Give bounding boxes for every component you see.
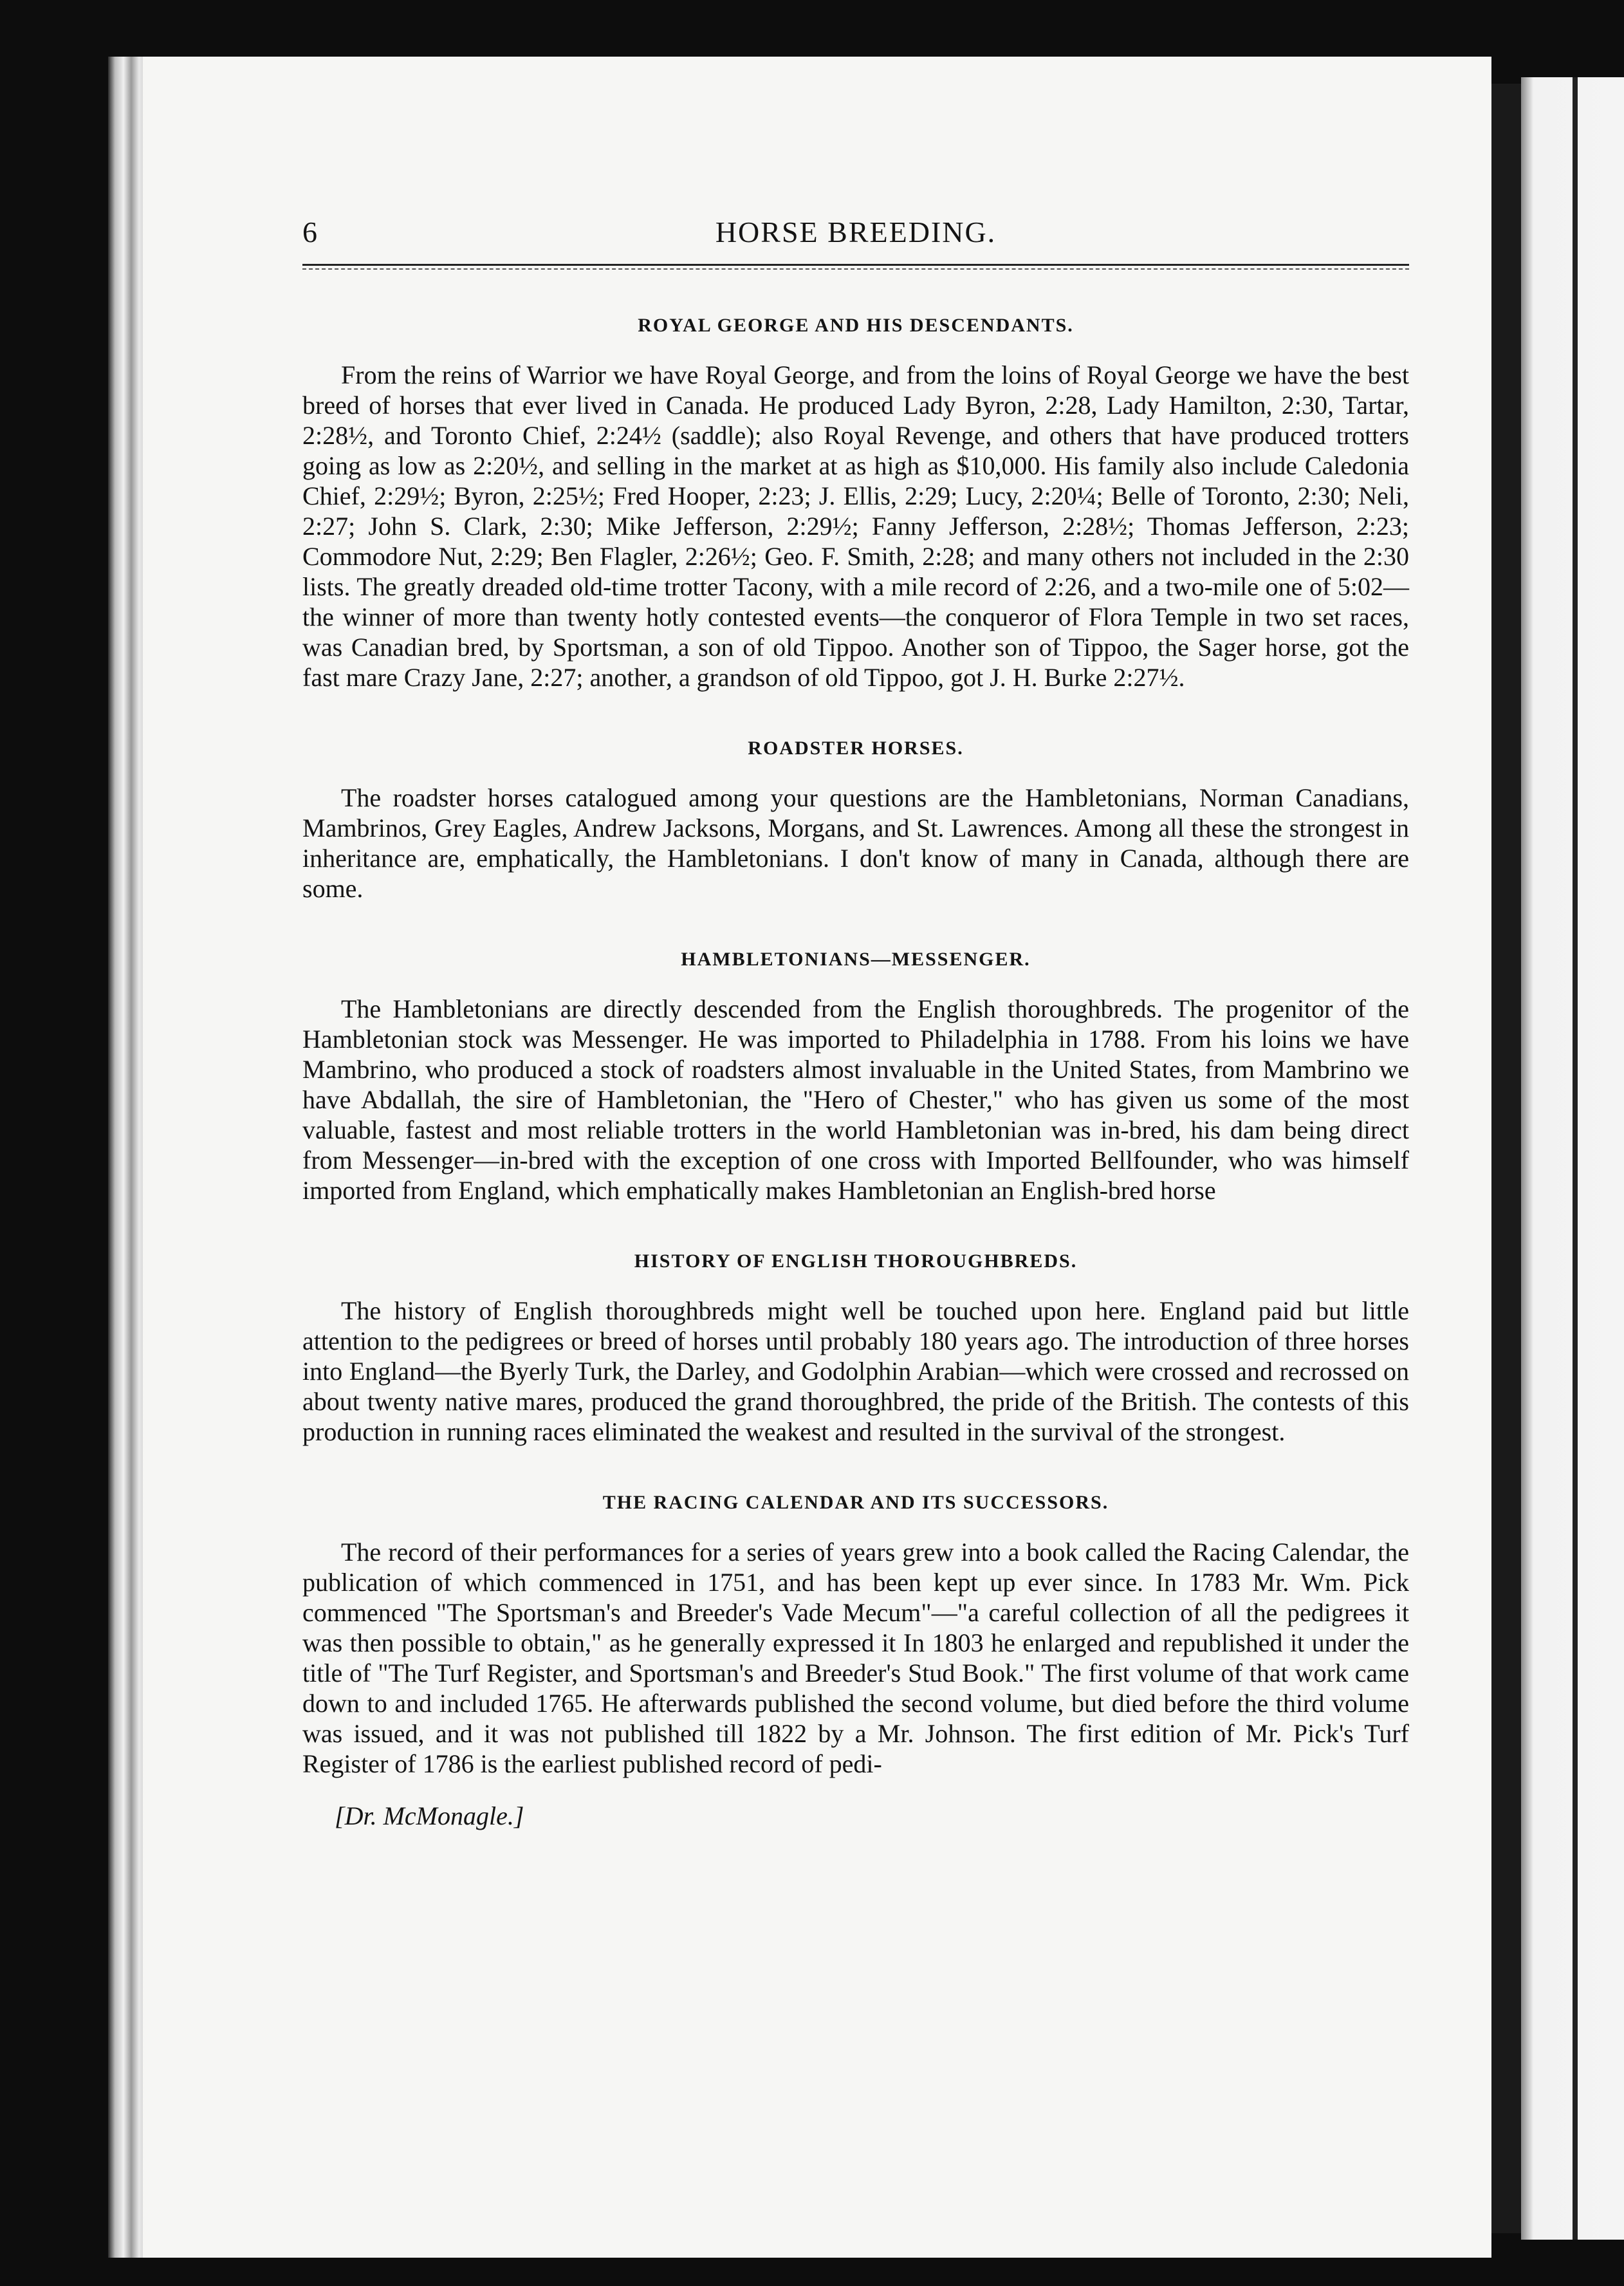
section-paragraph: The roadster horses catalogued among your questions are the Hambletonians, Norman Canadians, Mambrinos, Grey Eagles, Andrew Jacksons, Morgans, and St. Lawrences. Among all these the strongest in inheritance are, emphatically, the Hambletonians. I don't know of many in Canada, although there are some. (302, 783, 1409, 903)
section-heading: ROADSTER HORSES. (748, 738, 964, 759)
section-heading: HAMBLETONIANS—MESSENGER. (681, 949, 1031, 970)
next-page-edge (1521, 77, 1624, 2240)
page-number: 6 (302, 216, 317, 248)
section-paragraph: The history of English thoroughbreds might well be touched upon here. England paid but little attention to the pedigrees or breed of horses until probably 180 years ago. The introduction of three horses into England—the Byerly Turk, the Darley, and Godolphin Arabian—which were crossed and recrossed on about twenty native mares, produced the grand thoroughbred, the pride of the British. The contests of this production in running races eliminated the weakest and resulted in the survival of the strongest. (302, 1296, 1409, 1446)
author-signature: [Dr. McMonagle.] (335, 1801, 524, 1830)
section-paragraph: The Hambletonians are directly descended from the English thoroughbreds. The progenitor of the Hambletonian stock was Messenger. He was imported to Philadelphia in 1788. From his loins we have Mambrino, who produced a stock of roadsters almost invaluable in the United States, from Mambrino we have Abdallah, the sire of Hambletonian, the "Hero of Chester," who has given us some of the most valuable, fastest and most reliable trotters in the world Hambletonian was in-bred, his dam being direct from Messenger—in-bred with the exception of one cross with Imported Bellfounder, who was himself imported from England, which emphatically makes Hambletonian an English-bred horse (302, 994, 1409, 1205)
section-heading: ROYAL GEORGE AND HIS DESCENDANTS. (638, 315, 1074, 336)
section-paragraph: From the reins of Warrior we have Royal George, and from the loins of Royal George we have the best breed of horses that ever lived in Canada. He produced Lady Byron, 2:28, Lady Hamilton, 2:30, Tartar, 2:28½, and Toronto Chief, 2:24½ (saddle); also Royal Revenge, and others that have produced trotters going as low as 2:20½, and selling in the market at as high as $10,000. His family also include Caledonia Chief, 2:29½; Byron, 2:25½; Fred Hooper, 2:23; J. Ellis, 2:29; Lucy, 2:20¼; Belle of Toronto, 2:30; Neli, 2:27; John S. Clark, 2:30; Mike Jefferson, 2:29½; Fanny Jefferson, 2:28½; Thomas Jefferson, 2:23; Commodore Nut, 2:29; Ben Flagler, 2:26½; Geo. F. Smith, 2:28; and many others not included in the 2:30 lists. The greatly dreaded old-time trotter Tacony, with a mile record of 2:26, and a two-mile one of 5:02—the winner of more than twenty hotly contested events—the conqueror of Flora Temple in two set races, was Canadian bred, by Sportsman, a son of old Tippoo. Another son of Tippoo, the Sager horse, got the fast mare Crazy Jane, 2:27; another, a grandson of old Tippoo, got J. H. Burke 2:27½. (302, 360, 1409, 692)
page-gutter-shadow (1491, 84, 1521, 2233)
running-title: HORSE BREEDING. (715, 216, 997, 248)
section-heading: THE RACING CALENDAR AND ITS SUCCESSORS. (602, 1492, 1109, 1513)
running-head (302, 206, 1409, 264)
page-content (302, 206, 1409, 1831)
section-heading: HISTORY OF ENGLISH THOROUGHBREDS. (634, 1250, 1078, 1272)
section-paragraph: The record of their performances for a series of years grew into a book called the Racing Calendar, the publication of which commenced in 1751, and has been kept up ever since. In 1783 Mr. Wm. Pick commenced "The Sportsman's and Breeder's Vade Mecum"—"a careful collection of all the pedigrees it was then possible to obtain," as he generally expressed it In 1803 he enlarged and republished it under the title of "The Turf Register, and Sportsman's and Breeder's Stud Book." The first volume of that work came down to and included 1765. He afterwards published the second volume, but died before the third volume was issued, and it was not published till 1822 by a Mr. Johnson. The first edition of Mr. Pick's Turf Register of 1786 is the earliest published record of pedi- (302, 1538, 1409, 1778)
header-rule-dashed (302, 268, 1409, 270)
book-spine (108, 57, 147, 2258)
header-rule (302, 264, 1409, 266)
